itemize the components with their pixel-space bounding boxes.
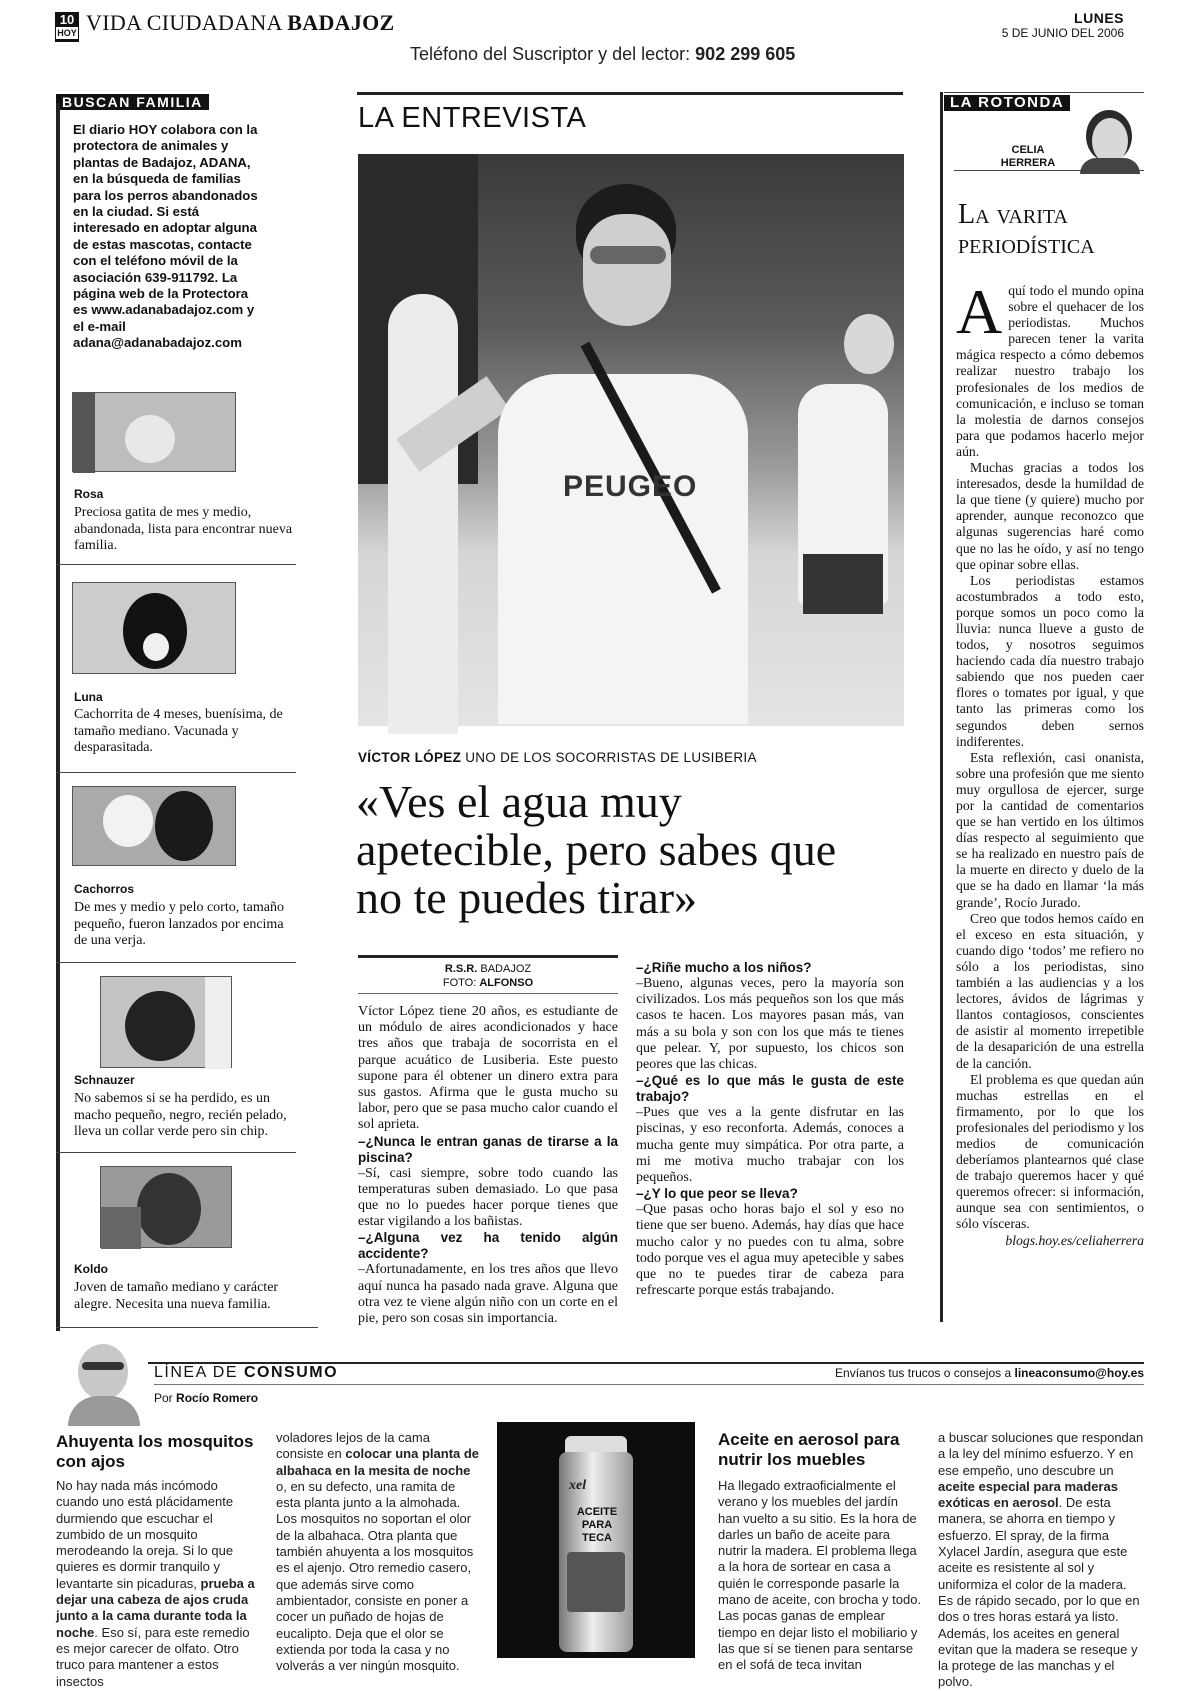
byline-city: BADAJOZ [480,963,532,975]
question-3: –¿Riñe mucho a los niños? [636,960,812,975]
answer-4: –Pues que ves a la gente disfrutar en las piscinas, y eso reconforta. Además, conoces a mucha gente muy simpática. Por otra parte, a mi me motiva mucho trabajar con los pequeños. [636,1105,904,1186]
question-4: –¿Qué es lo que más le gusta de este trabajo? [636,1073,904,1105]
day-label: LUNES [1074,10,1124,26]
pet-desc-schnauzer: No sabemos si se ha perdido, es un macho pequeño, negro, recién pelado, lleva un collar verde pero sin chip. [74,1091,287,1139]
spray-can-photo [497,1422,695,1658]
consumo-title-bold: CONSUMO [243,1364,339,1381]
article-b-col2-lead: a buscar soluciones que respondan a la ley del mínimo esfuerzo. Y en ese empeño, uno descubre un [938,1430,1144,1478]
article-b-col1: Ha llegado extraoficialmente el verano y los muebles del jardín han vuelto a su sitio. Es la hora de darles un baño de aceite para nutrir la madera. El problema llega a la hora de sortear en casa a quién le corresponde pasarle la mano de aceite, con brocha y todo. Las pocas ganas de emplear tiempo en dejar listo el mobiliario y las que sí se tienen para sentarse en el sofá de teca invitan [718,1478,922,1673]
consumo-by-name: Rocío Romero [176,1391,259,1405]
answer-2: –Afortunadamente, en los tres años que llevo aquí nunca ha pasado nada grave. Alguna que otra vez te viene algún niño con un corte en el pie, pero son cosas sin importancia. [358,1262,618,1327]
foto-label: FOTO: [442,977,477,989]
consumo-title [154,1364,338,1382]
interview-kicker [358,750,757,765]
columnist-first: CELIA [1011,144,1045,156]
city-title: BADAJOZ [287,10,395,35]
date-block [1002,10,1124,40]
pet-name-koldo: Koldo [74,1262,108,1276]
question-5: –¿Y lo que peor se lleva? [636,1186,798,1202]
kicker-role: UNO DE LOS SOCORRISTAS DE LUSIBERIA [465,750,757,765]
pet-photo-luna [72,582,236,674]
phone-label: Teléfono del Suscriptor y del lector: [410,44,691,64]
rotonda-p5: Creo que todos hemos caído en el exceso en esta situación, y cuando digo ‘todos’ me refiero no sólo a los periodistas, sino también a las audiencias y a los lectores, ávidos de lágrimas y llantos contagiosos, conscientes de asistir al momento irrepetible de la desaparición de una estrella de la canción. [956,910,1144,1071]
interview-section-title: LA ENTREVISTA [358,102,587,134]
article-a-title: Ahuyenta los mosquitos con ajos [56,1432,254,1471]
consumo-contact-email[interactable]: lineaconsumo@hoy.es [1014,1366,1144,1380]
interview-headline: «Ves el agua muy apetecible, pero sabes que no te puedes tirar» [356,776,837,923]
pet-photo-schnauzer [100,976,232,1068]
consumo-byline [154,1391,258,1405]
article-a-col1 [56,1478,261,1690]
columnist-name [990,144,1066,170]
pet-desc-cachorros: De mes y medio y pelo corto, tamaño pequeño, fueron lanzados por encima de una verja. [74,900,284,948]
rotonda-p1: quí todo el mundo opina sobre el quehacer de los periodistas. Muchos parecen tener la varita mágica respecto a cómo debemos realizar nuestro trabajo los profesionales de los medios de comunicación, e incluso se toman la molestia de darnos consejos para que podamos hacerlo mejor aún. [956,283,1144,459]
section-header [86,10,395,36]
article-b-col2-bold: aceite especial para maderas exóticas en aerosol [938,1478,1118,1511]
article-b-title: Aceite en aerosol para nutrir los muebles [718,1430,900,1469]
consumo-author-photo [62,1336,142,1416]
pet-desc-luna: Cachorrita de 4 meses, buenísima, de tamaño mediano. Vacunada y desparasitada. [74,707,283,755]
consumo-title-light: LÍNEA DE [154,1364,239,1381]
page-number-badge [55,12,79,42]
byline [358,962,618,990]
pet-name-luna: Luna [74,690,103,704]
date-label: 5 DE JUNIO DEL 2006 [1001,26,1124,40]
rotonda-dropcap: A [956,276,1003,347]
pet-photo-koldo [100,1166,232,1248]
byline-author: R.S.R. [444,963,478,975]
question-2: –¿Alguna vez ha tenido algún accidente? [358,1230,618,1262]
article-a-col2-tail: o, en su defecto, una ramita de esta planta junto a la almohada. Los mosquitos no soportan el olor de la albahaca. Otra planta que también ahuyenta a los mosquitos es el ajenjo. Otro remedio casero, que además sirve como ambientador, consiste en poner a cocer un puñado de hojas de eucalipto. Deja que el olor se extienda por toda la casa y no volverás a ver ningún mosquito. [276,1478,474,1674]
article-b-col2 [938,1430,1144,1691]
question-1: –¿Nunca le entran ganas de tirarse a la piscina? [358,1133,618,1165]
pet-desc-koldo: Joven de tamaño mediano y carácter alegre. Necesita una nueva familia. [74,1280,279,1312]
article-a-col1-text: No hay nada más incómodo cuando uno está plácidamente durmiendo que escuchar el zumbido de un mosquito merodeando la oreja. Si lo que quieres es dormir tranquilo y levantarte sin picaduras, [56,1478,234,1591]
buscan-familia-tag: BUSCAN FAMILIA [56,94,209,110]
interview-photo [358,154,904,726]
rotonda-title-1: La varita [958,199,1068,230]
interview-intro: Víctor López tiene 20 años, es estudiante de un módulo de aires acondicionados y hace tres años que trabaja de socorrista en el parque acuático de Lusiberia. Este puesto supone para él obtener un dinero extra para sus gastos. Afirma que le gusta mucho su labor, pero que se pasa mucho calor cuando el sol aprieta. [358,1004,618,1133]
phone-line [410,44,795,65]
section-title: VIDA CIUDADANA [86,10,282,35]
article-a-col1-tail: . Eso sí, para este remedio es mejor carecer de olfato. Otro truco para mantener a estos insectos [56,1624,250,1689]
rotonda-title-2: periodística [958,229,1095,260]
consumo-contact [835,1366,1144,1380]
answer-5: –Que pasas ocho horas bajo el sol y eso no tiene que ser bueno. Además, hay días que hace mucho calor y no puedes con tu alma, sobre todo porque ves el agua muy apetecible y sabes que no te puedes tirar de cabeza para refrescarte porque estás trabajando. [636,1202,904,1299]
phone-number: 902 299 605 [695,44,796,64]
pet-name-schnauzer: Schnauzer [74,1073,135,1087]
pet-name-rosa: Rosa [74,487,104,501]
buscan-familia-column [56,92,296,111]
columnist-photo [1074,108,1144,170]
interview-col1 [358,1004,618,1327]
consumo-by-label: Por [154,1391,173,1405]
paper-name: HOY [57,28,77,38]
photo-shirt-text: PEUGEO [563,470,698,503]
article-b-col2-tail: . De esta manera, se ahorra en tiempo y esfuerzo. El spray, de la firma Xylacel Jardín, asegura que este aceite es resistente al sol y uniformiza el color de la madera. Es de rápido secado, por lo que en dos o tres horas estará ya listo. Además, los aceites en general evitan que la madera se reseque y la protege de las manchas y el polvo. [938,1495,1140,1690]
rotonda-body [956,276,1144,1249]
pet-photo-rosa [72,392,236,472]
columnist-last: HERRERA [1000,157,1056,169]
rotonda-tag: LA ROTONDA [944,95,1070,111]
buscan-intro: El diario HOY colabora con la protectora de animales y plantas de Badajoz, ADANA, en la búsqueda de familias para los perros abandonados en la ciudad. Si está interesado en adoptar alguna de estas mascotas, contacte con el teléfono móvil de la asociación 639-911792. La página web de la Protectora es www.adanabadajoz.com y el e-mail adana@adanabadajoz.com [73,122,258,351]
pet-photo-cachorros [72,786,236,866]
rotonda-p3: Los periodistas estamos acostumbrados a todo esto, porque somos un poco como la lluvia: nunca llueve a gusto de todos, y nosotros seguimos haciendo cada día nuestro trabajo sabiendo que nos pueden caer flores o tomates por igual, y que tanto las primeras como los segundos deben sernos indiferentes. [956,572,1144,749]
rotonda-title [958,200,1144,260]
article-a-col2-bold: colocar una planta de albahaca en la mesita de noche [276,1446,480,1478]
article-a-col2-lead: voladores lejos de la cama consiste en [276,1430,430,1462]
article-a-col2 [276,1430,481,1674]
rotonda-p4: Esta reflexión, casi onanista, sobre una profesión que me siento muy orgullosa de ejercer, surge por la cantidad de comentarios que se han vertido en los últimos días respecto al seguimiento que se ha realizado en nuestro país de la muerte en directo y duelo de la que se ha dado en llamar ‘la más grande’, Rocío Jurado. [956,749,1144,910]
foto-name: ALFONSO [479,977,534,989]
article-a-col1-bold: prueba a dejar una cabeza de ajos cruda junto a la cama durante toda la noche [56,1575,255,1640]
rotonda-p2: Muchas gracias a todos los interesados, desde la humildad de la que tiene (y quiere) mucho por aprender, aunque reconozco que algunas sugerencias haré como que no las he oído, y así no tengo que opinar sobre ellas. [956,460,1144,572]
pet-desc-rosa: Preciosa gatita de mes y medio, abandonada, lista para encontrar nueva familia. [74,505,293,553]
consumo-contact-text: Envíanos tus trucos o consejos a [835,1366,1012,1380]
answer-3: –Bueno, algunas veces, pero la mayoría son civilizados. Los más pequeños son los que más casos te hacen. Los mayores pasan más, van más a su bola y son con los que más te tienes que pelear. Y, por supuesto, los chicos son peores que las chicas. [636,976,904,1073]
rotonda-blog[interactable]: blogs.hoy.es/celiaherrera [1005,1232,1144,1248]
pet-name-cachorros: Cachorros [74,882,135,896]
can-brand: xel [569,1478,587,1493]
interview-col2 [636,960,904,1299]
kicker-name: VÍCTOR LÓPEZ [358,750,462,765]
answer-1: –Sí, casi siempre, sobre todo cuando las temperaturas suben demasiado. Lo que pasa que no lo puedes hacer porque tienes que estar vigilando a los bañistas. [358,1165,618,1230]
page-number: 10 [59,12,75,27]
can-label: ACEITE PARA TECA [576,1506,618,1544]
rotonda-p6: El problema es que quedan aún muchas estrellas en el firmamento, por lo que los profesionales del periodismo y los medios de comunicación deberíamos plantearnos qué clase de trabajo queremos hacer y qué queremos ofrecer: si información, aunque sea con sentimientos, o sólo vísceras. [956,1071,1144,1232]
